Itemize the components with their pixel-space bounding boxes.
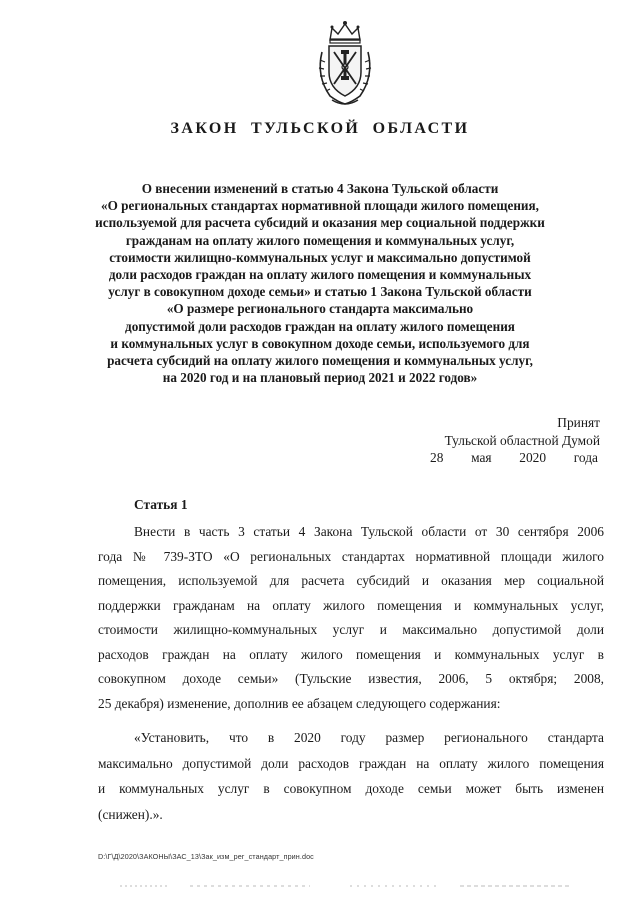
quote-line: «Установить, что в 2020 году размер регионального стандарта	[134, 730, 604, 745]
quote-line: (снижен).».	[98, 806, 163, 822]
paragraph-line: поддержки гражданам на оплату жилого помещения и коммунальных услуг,	[98, 597, 604, 613]
heading-line: доли расходов граждан на оплату жилого помещения и коммунальных	[108, 267, 532, 283]
paragraph-line: стоимости жилищно-коммунальных услуг и максимально допустимой доли	[98, 622, 604, 637]
heading-line: расчета субсидий на оплату жилого помещения и коммунальных услуг,	[107, 353, 533, 369]
file-path-footer: D:\Г\Д\2020\ЗАКОНЫ\ЗАС_13\Зак_изм_рег_стандарт_прин.doc	[98, 852, 314, 861]
scan-artifact-line	[110, 883, 580, 889]
heading-line: используемой для расчета субсидий и оказания мер социальной поддержки	[95, 215, 545, 231]
heading-line: и коммунальных услуг в совокупном доходе семьи, используемого для	[110, 335, 530, 351]
paragraph-line: расходов граждан на оплату жилого помещения и коммунальных услуг в	[98, 646, 604, 662]
heading-line: на 2020 год и на плановый период 2021 и 2022 годов»	[162, 370, 478, 386]
heading-line: гражданам на оплату жилого помещения и коммунальных услуг,	[125, 232, 515, 248]
paragraph-line: 25 декабря) изменение, дополнив ее абзацем следующего содержания:	[98, 695, 501, 711]
quote-line: максимально допустимой доли расходов граждан на оплату жилого помещения	[98, 755, 604, 771]
heading-line: «О размере регионального стандарта максимально	[166, 301, 474, 317]
paragraph-line: Внести в часть 3 статьи 4 Закона Тульской области от 30 сентября 2006	[134, 524, 604, 539]
adoption-day: 28	[430, 450, 444, 465]
paragraph-line: года № 739-ЗТО «О региональных стандартах нормативной площади жилого	[98, 548, 604, 564]
heading-line: услуг в совокупном доходе семьи» и статью 1 Закона Тульской области	[108, 284, 532, 300]
adoption-date	[380, 449, 600, 467]
adopting-body: Тульской областной Думой	[444, 432, 600, 448]
heading-line: допустимой доли расходов граждан на оплату жилого помещения	[125, 318, 515, 334]
quoted-paragraph	[98, 725, 604, 827]
paragraph-line: помещения, используемой для расчета субсидий и оказания мер социальной	[98, 573, 604, 588]
adoption-year: 2020	[519, 450, 547, 465]
article-paragraph	[98, 520, 604, 716]
adoption-month: мая	[471, 450, 492, 465]
heading-line: О внесении изменений в статью 4 Закона Тульской области	[141, 181, 499, 196]
adopted-label: Принят	[557, 415, 600, 430]
law-heading	[60, 180, 580, 386]
coat-of-arms-icon	[312, 18, 378, 108]
adoption-block	[380, 414, 600, 467]
heading-line: стоимости жилищно-коммунальных услуг и максимально допустимой	[109, 249, 531, 265]
paragraph-line: совокупном доходе семьи» (Тульские известия, 2006, 5 октября; 2008,	[98, 671, 604, 686]
quote-line: и коммунальных услуг в совокупном доходе семьи может быть изменен	[98, 781, 604, 796]
adoption-year-word: года	[573, 450, 598, 465]
article-title: Статья 1	[134, 497, 188, 512]
law-title: ЗАКОН ТУЛЬСКОЙ ОБЛАСТИ	[170, 120, 470, 137]
heading-line: «О региональных стандартах нормативной площади жилого помещения,	[101, 198, 539, 214]
